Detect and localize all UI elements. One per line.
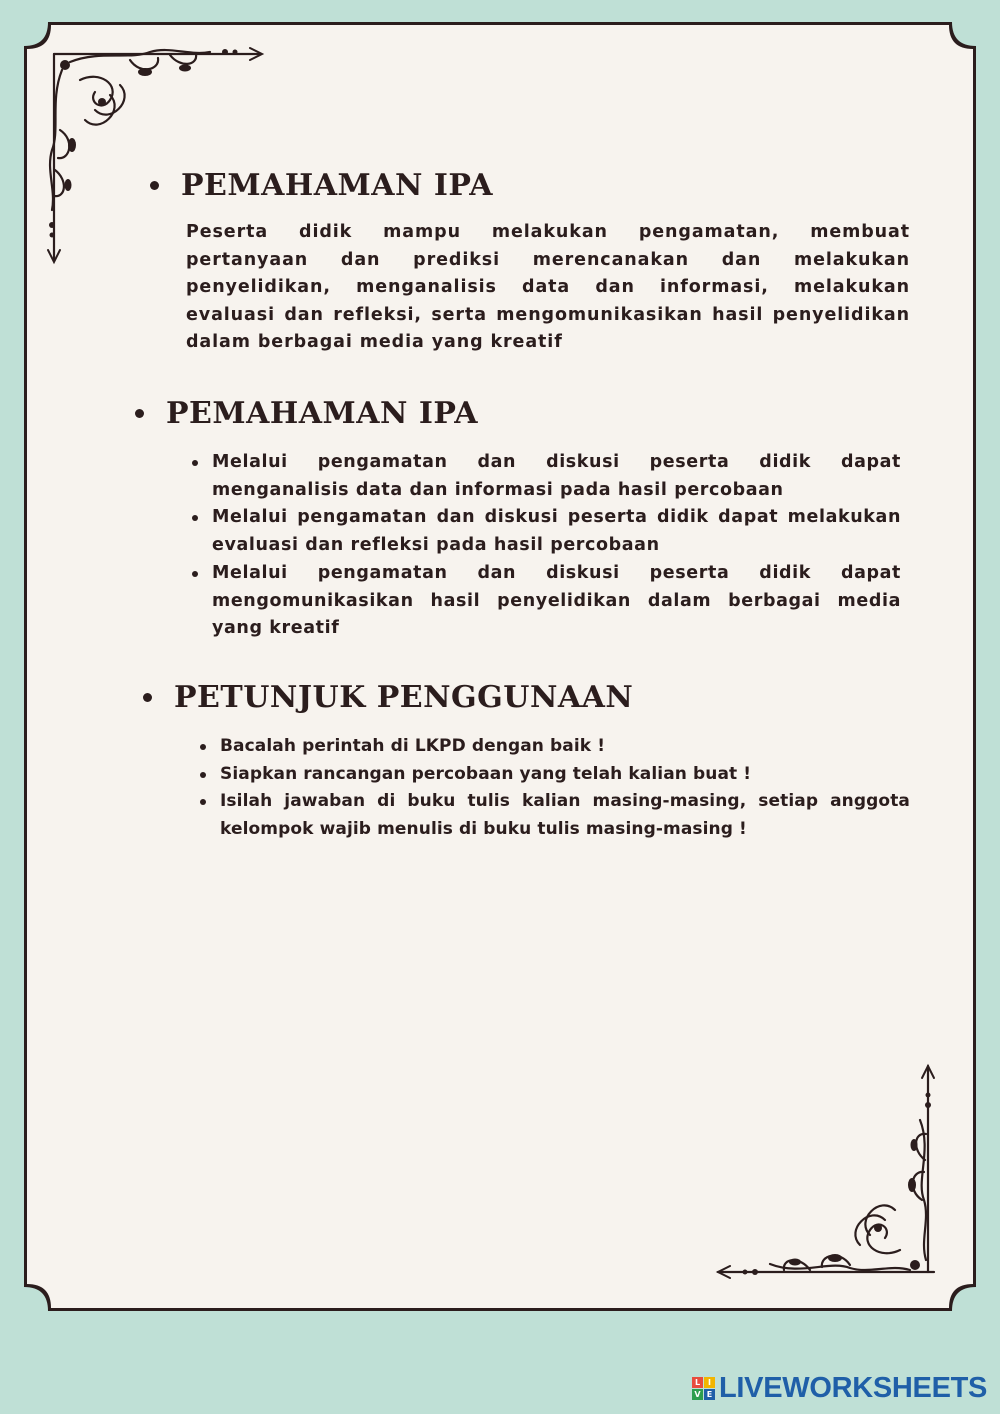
section-pemahaman-ipa-2 bbox=[135, 396, 905, 643]
section-heading bbox=[135, 396, 905, 431]
section-pemahaman-ipa-1 bbox=[150, 168, 910, 357]
section-petunjuk-penggunaan bbox=[143, 680, 913, 844]
bullet-icon bbox=[143, 693, 152, 702]
section-heading bbox=[143, 680, 913, 715]
list-item: Bacalah perintah di LKPD dengan baik ! bbox=[198, 733, 910, 761]
liveworksheets-mark-icon: L I V E bbox=[692, 1377, 715, 1400]
liveworksheets-text: LIVEWORKSHEETS bbox=[719, 1372, 988, 1404]
instructions-list bbox=[198, 733, 910, 844]
liveworksheets-logo[interactable] bbox=[692, 1372, 987, 1405]
section-heading-text: PEMAHAMAN IPA bbox=[181, 168, 494, 203]
objectives-list bbox=[190, 449, 901, 643]
ornament-bottom-right-icon bbox=[710, 1060, 950, 1290]
list-item: Siapkan rancangan percobaan yang telah kalian buat ! bbox=[198, 761, 910, 789]
section-paragraph: Peserta didik mampu melakukan pengamatan, membuat pertanyaan dan prediksi merencanakan dan melakukan penyelidikan, menganalisis data dan informasi, melakukan evaluasi dan refleksi, serta mengomunikasikan hasil penyelidikan dalam berbagai media yang kreatif bbox=[186, 222, 910, 352]
list-item: Isilah jawaban di buku tulis kalian masing-masing, setiap anggota kelompok wajib menulis di buku tulis masing-masing ! bbox=[198, 788, 910, 843]
section-heading-text: PETUNJUK PENGGUNAAN bbox=[174, 680, 634, 715]
bullet-icon bbox=[135, 409, 144, 418]
bullet-icon bbox=[150, 181, 159, 190]
list-item: Melalui pengamatan dan diskusi peserta didik dapat menganalisis data dan informasi pada hasil percobaan bbox=[190, 449, 901, 504]
section-heading-text: PEMAHAMAN IPA bbox=[166, 396, 479, 431]
list-item: Melalui pengamatan dan diskusi peserta didik dapat mengomunikasikan hasil penyelidikan dalam berbagai media yang kreatif bbox=[190, 560, 901, 643]
section-heading bbox=[150, 168, 910, 203]
list-item: Melalui pengamatan dan diskusi peserta didik dapat melakukan evaluasi dan refleksi pada hasil percobaan bbox=[190, 504, 901, 559]
